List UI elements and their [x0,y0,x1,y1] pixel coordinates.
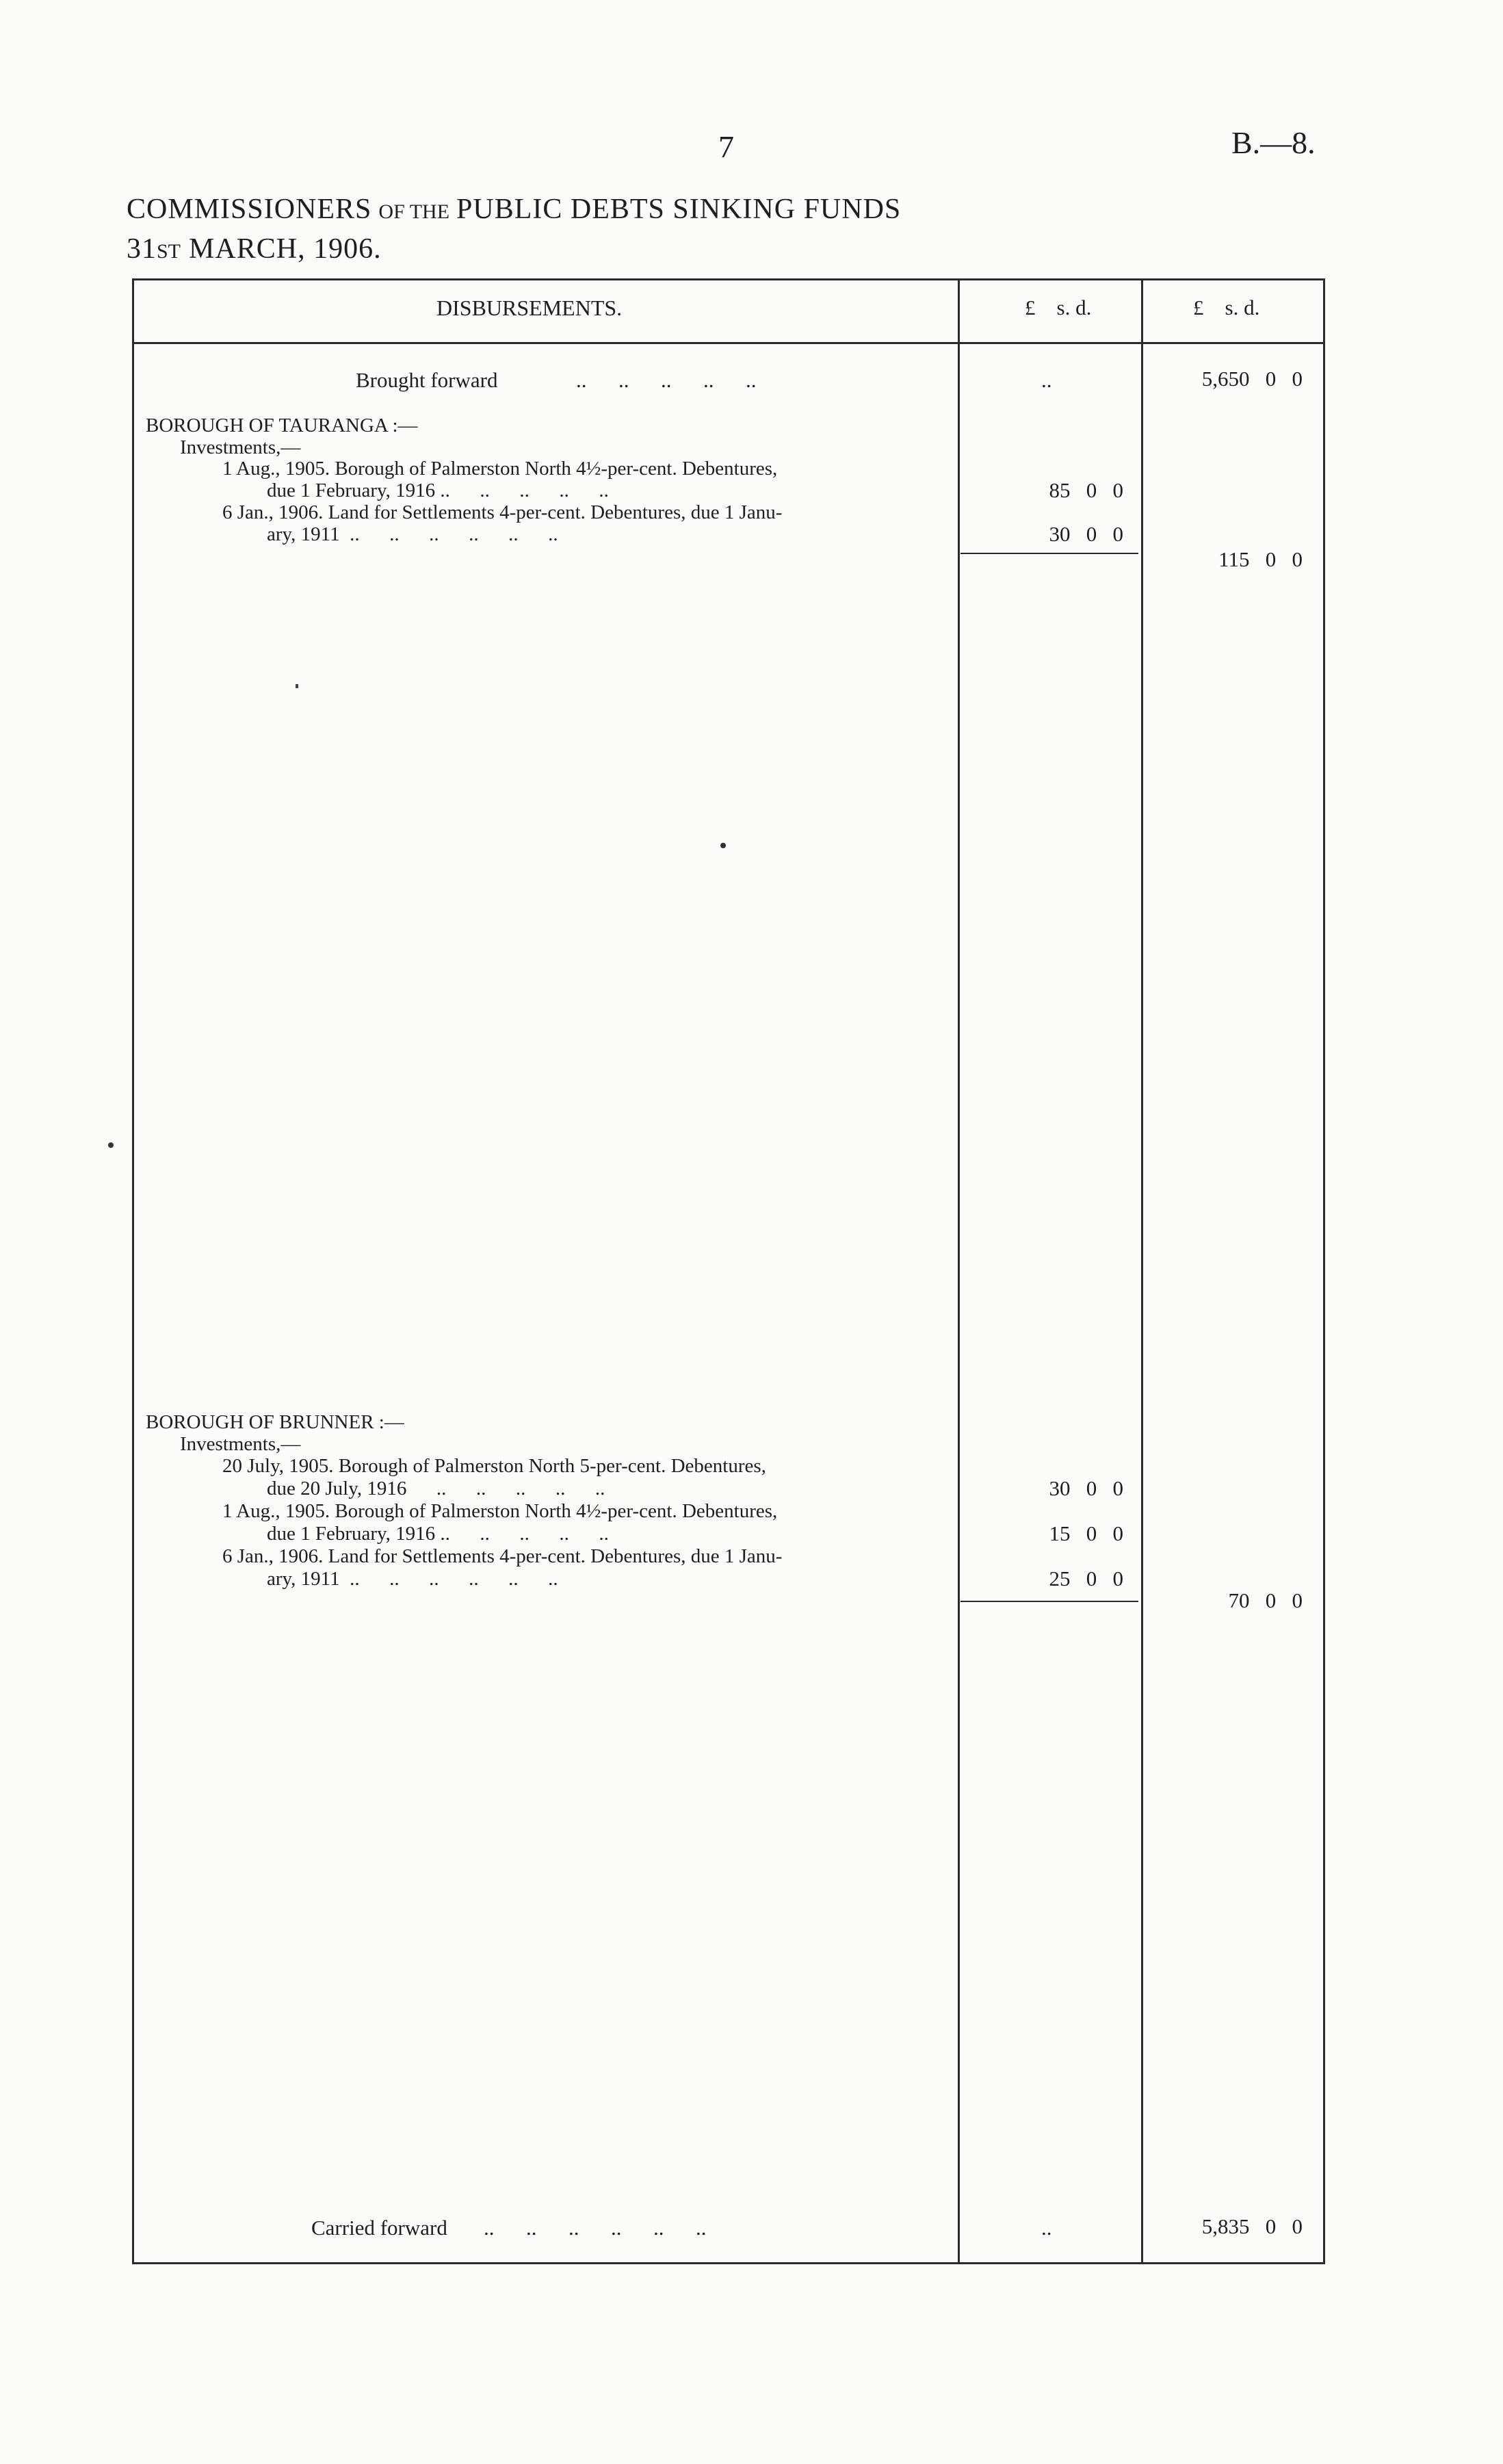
ink-speck [296,684,298,688]
tauranga-entry-2-line-1: 6 Jan., 1906. Land for Settlements 4-per-cent. Debentures, due 1 Janu- [222,501,783,523]
outer-money-left-rule [1141,278,1143,2264]
carried-forward-inner: .. [1041,2216,1052,2240]
carried-forward-outer: 5,835 0 0 [1201,2214,1303,2238]
table-left-rule [132,278,134,2264]
brought-forward-inner: .. [1041,368,1052,392]
table-right-rule [1323,278,1325,2264]
brunner-entry-3-line-1: 6 Jan., 1906. Land for Settlements 4-per-cent. Debentures, due 1 Janu- [222,1545,783,1567]
brought-forward-label: Brought forward [356,368,498,392]
brunner-entry-3-line-2: ary, 1911 .. .. .. .. .. .. [267,1568,558,1590]
title-word-2: OF THE [378,200,450,223]
brunner-total: 70 0 0 [1228,1588,1303,1612]
tauranga-entry-1-amount: 85 0 0 [1049,478,1123,502]
header-bottom-rule [132,342,1325,344]
brunner-subtotal-rule [960,1601,1138,1602]
brunner-subheading: Investments,— [180,1433,301,1455]
brought-forward-outer: 5,650 0 0 [1201,367,1303,391]
document-reference: B.—8. [1231,125,1316,160]
table-bottom-rule [132,2262,1325,2264]
title-word-3: PUBLIC DEBTS SINKING FUNDS [456,194,902,225]
brought-forward-leaders: .. .. .. .. .. [576,368,757,392]
date-year: , 1906. [298,233,382,265]
brunner-entry-1-line-1: 20 July, 1905. Borough of Palmerston North 5-per-cent. Debentures, [222,1455,766,1477]
tauranga-entry-1-line-2: due 1 February, 1916 .. .. .. .. .. [267,480,609,501]
brunner-entry-2-amount: 15 0 0 [1049,1521,1123,1545]
tauranga-subheading: Investments,— [180,436,301,458]
title-word-1: COMMISSIONERS [127,194,372,225]
brunner-entry-1-amount: 30 0 0 [1049,1476,1123,1500]
ink-speck [720,843,726,848]
page-number: 7 [718,129,734,164]
date-month: MARCH [189,233,298,265]
brunner-entry-2-line-2: due 1 February, 1916 .. .. .. .. .. [267,1523,609,1545]
tauranga-total: 115 0 0 [1218,547,1303,571]
carried-forward-leaders: .. .. .. .. .. .. [484,2216,707,2240]
ink-speck [108,1142,114,1148]
column-header-outer-money: £ s. d. [1193,296,1260,319]
inner-money-left-rule [958,278,960,2264]
column-header-inner-money: £ s. d. [1025,296,1092,319]
brunner-entry-1-line-2: due 20 July, 1916 .. .. .. .. .. [267,1478,605,1499]
tauranga-heading: BOROUGH OF TAURANGA :— [146,415,418,436]
document-date [127,233,382,265]
brunner-entry-2-line-1: 1 Aug., 1905. Borough of Palmerston North 4½-per-cent. Debentures, [222,1500,778,1522]
date-day: 31 [127,233,157,265]
carried-forward-label: Carried forward [311,2216,447,2240]
document-title [127,193,901,226]
tauranga-entry-2-amount: 30 0 0 [1049,522,1123,546]
tauranga-entry-1-line-1: 1 Aug., 1905. Borough of Palmerston North 4½-per-cent. Debentures, [222,458,778,480]
date-suffix: ST [157,240,181,263]
table-top-rule [132,278,1325,280]
tauranga-subtotal-rule [960,553,1138,554]
brunner-heading: BOROUGH OF BRUNNER :— [146,1411,404,1433]
brunner-entry-3-amount: 25 0 0 [1049,1567,1123,1590]
column-header-disbursements: DISBURSEMENTS. [436,296,623,320]
tauranga-entry-2-line-2: ary, 1911 .. .. .. .. .. .. [267,523,558,545]
